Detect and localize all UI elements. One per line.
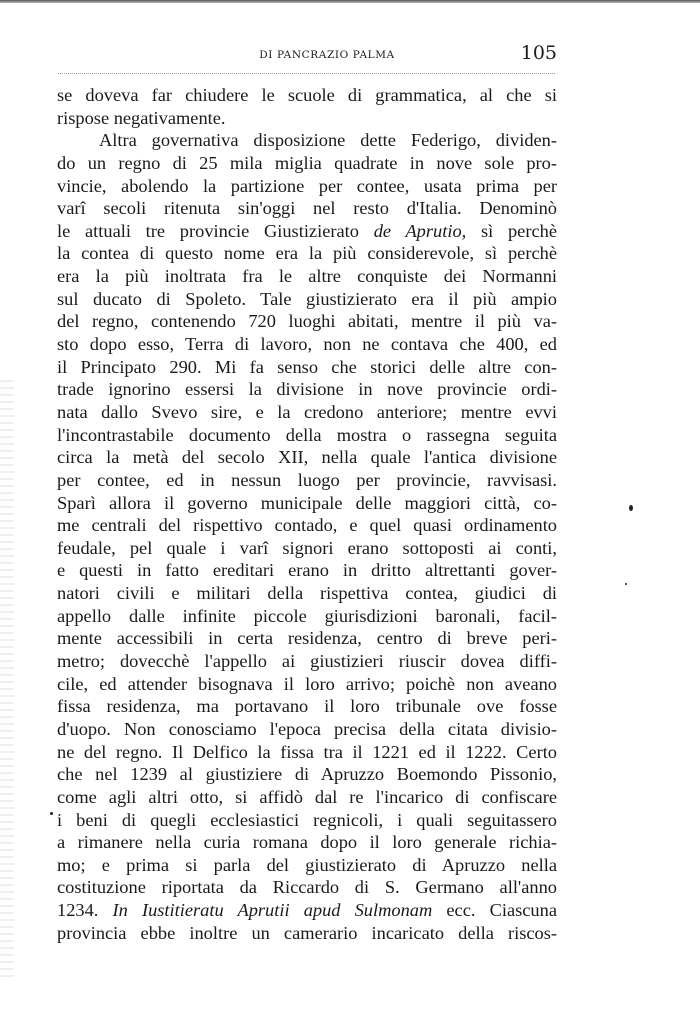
text-line: mo; e prima si parla del giustizierato di Apruzzo nella	[57, 854, 557, 875]
text-line: l'incontrastabile documento della mostra o rassegna seguita	[57, 424, 557, 445]
text-line	[57, 220, 557, 243]
text-run: sì perchè	[480, 220, 557, 241]
italic-run: de Aprutio,	[373, 220, 467, 241]
text-line: do un regno di 25 mila miglia quadrate in nove sole pro-	[57, 152, 557, 173]
text-line: circa la metà del secolo XII, nella quale l'antica divisione	[57, 447, 557, 468]
text-line: sul ducato di Spoleto. Tale giustizierato era il più ampio	[57, 288, 557, 309]
text-line: ne del regno. Il Delfico la fissa tra il 1221 ed il 1222. Certo	[57, 741, 557, 762]
text-line: rispose negativamente.	[57, 107, 226, 128]
scan-left-edge-noise	[0, 380, 14, 980]
text-line: trade ignorino essersi la divisione in nove provincie ordi-	[57, 379, 557, 400]
text-line: mente accessibili in certa residenza, centro di breve peri-	[57, 628, 557, 649]
text-line: vincie, abolendo la partizione per contee, usata prima per	[57, 175, 557, 196]
text-line: appello dalle infinite piccole giurisdizioni baronali, facil-	[57, 605, 557, 626]
text-run: ecc. Ciascuna	[446, 900, 557, 921]
scan-top-edge	[0, 0, 700, 3]
text-line: Altra governativa disposizione dette Federigo, dividen-	[99, 130, 557, 151]
scan-speck	[625, 583, 627, 585]
page-header	[57, 42, 557, 70]
text-line: come agli altri otto, si affidò dal re l'incarico di confiscare	[57, 786, 557, 807]
text-line: fissa residenza, ma portavano il loro tribunale ove fosse	[57, 696, 557, 717]
text-line: d'uopo. Non conosciamo l'epoca precisa della citata divisio-	[57, 718, 557, 739]
running-title	[57, 49, 557, 61]
text-line: i beni di quegli ecclesiastici regnicoli, i quali seguitassero	[57, 809, 557, 830]
text-line: feudale, pel quale i varî signori erano sottoposti ai conti,	[57, 537, 557, 558]
text-line: del regno, contenendo 720 luoghi abitati, mentre il più va-	[57, 311, 557, 332]
body-text	[57, 84, 557, 944]
text-line	[57, 899, 557, 922]
text-line: costituzione riportata da Riccardo di S. Germano all'anno	[57, 877, 557, 898]
text-line: Sparì allora il governo municipale delle maggiori città, co-	[57, 492, 557, 513]
text-run: 1234.	[57, 900, 99, 921]
text-line: natori civili e militari della rispettiva contea, giudici di	[57, 583, 557, 604]
text-line: me centrali del rispettivo contado, e quel quasi ordinamento	[57, 515, 557, 536]
text-line: che nel 1239 al giustiziere di Apruzzo Boemondo Pissonio,	[57, 764, 557, 785]
text-line: metro; dovecchè l'appello ai giustizieri riuscir dovea diffi-	[57, 651, 557, 672]
scan-speck	[50, 812, 53, 815]
page-number: 105	[520, 42, 557, 64]
text-line: varî secoli ritenuta sin'oggi nel resto d'Italia. Denominò	[57, 198, 557, 219]
italic-run: In Iustitieratu Aprutii apud Sulmonam	[112, 900, 433, 921]
scan-speck	[629, 505, 633, 511]
text-line: il Principato 290. Mi fa senso che storici delle altre con-	[57, 356, 557, 377]
text-line: se doveva far chiudere le scuole di grammatica, al che si	[57, 85, 557, 105]
text-line: a rimanere nella curia romana dopo il loro generale richia-	[57, 832, 557, 853]
text-line: nata dallo Svevo sire, e la credono anteriore; mentre evvi	[57, 401, 557, 422]
text-line: la contea di questo nome era la più considerevole, sì perchè	[57, 243, 557, 264]
text-line: era la più inoltrata fra le altre conquiste dei Normanni	[57, 266, 557, 287]
header-rule	[58, 73, 555, 74]
text-line: e questi in fatto ereditari erano in dritto altrettanti gover-	[57, 560, 557, 581]
text-line: cile, ed attender bisognava il loro arrivo; poichè non aveano	[57, 673, 557, 694]
text-line: per contee, ed in nessun luogo per provincie, ravvisasi.	[57, 469, 557, 490]
running-title-text: DI PANCRAZIO PALMA	[259, 49, 395, 61]
text-run: le attuali tre provincie Giustizierato	[57, 220, 359, 241]
text-line: provincia ebbe inoltre un camerario incaricato della riscos-	[57, 922, 557, 943]
text-line: sto dopo esso, Terra di lavoro, non ne contava che 400, ed	[57, 334, 557, 355]
